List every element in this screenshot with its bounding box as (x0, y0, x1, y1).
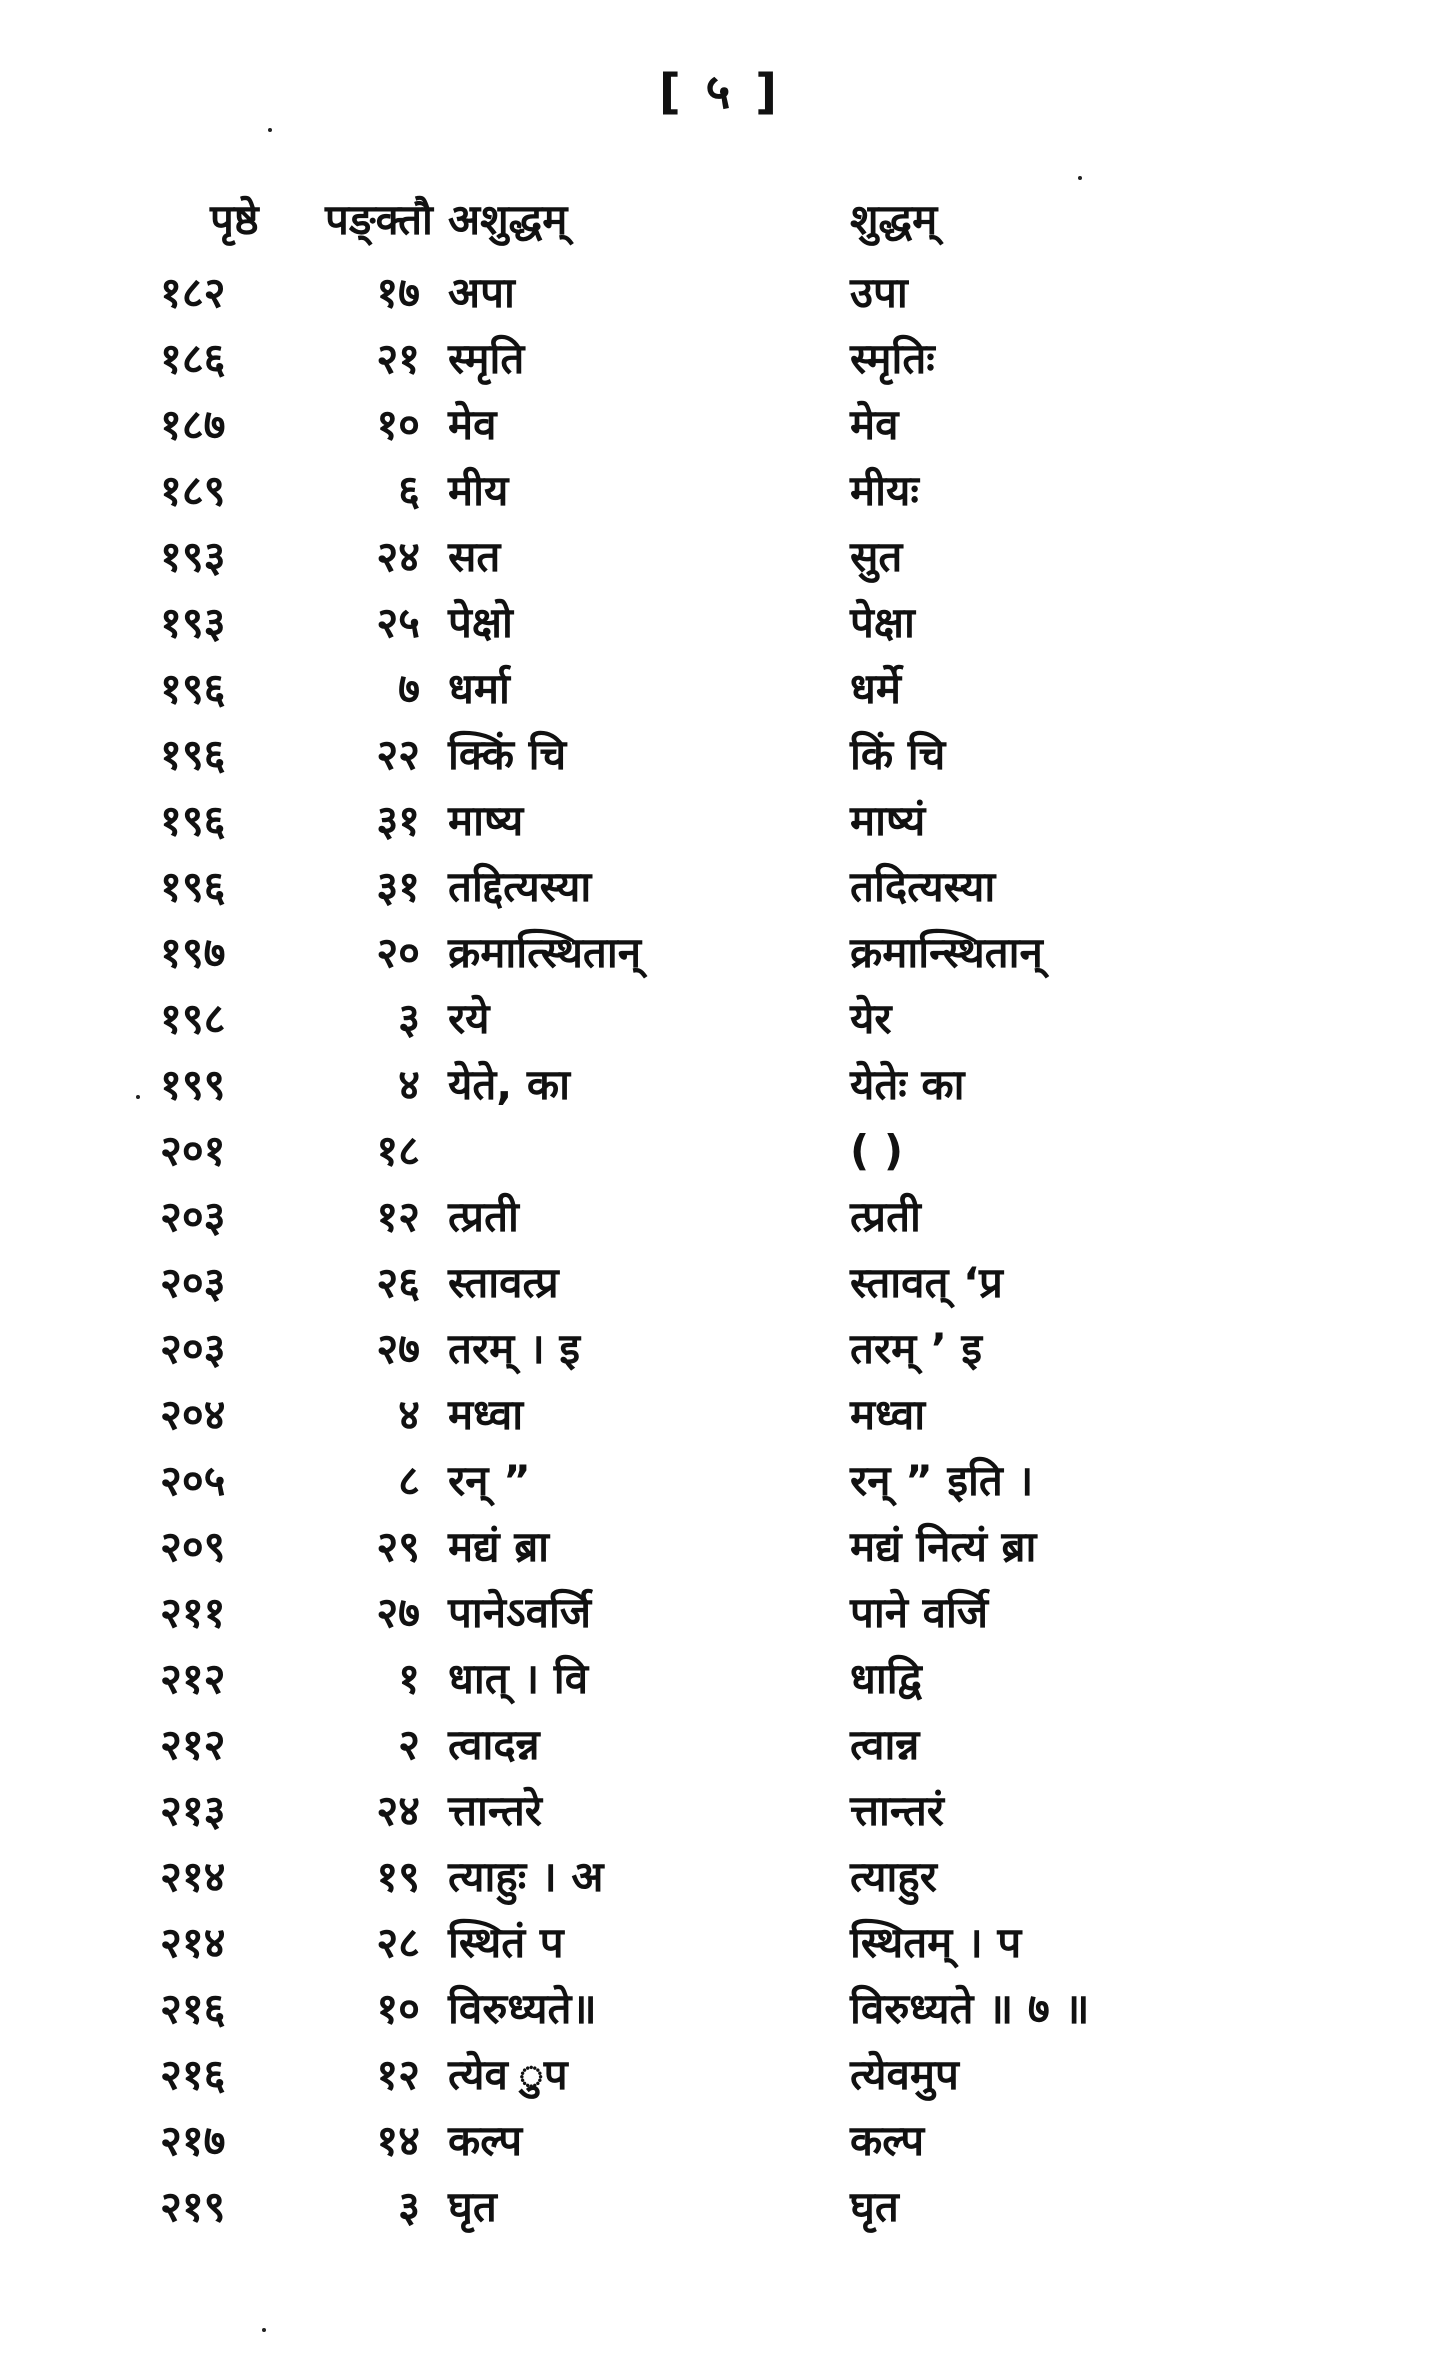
row-wrong: स्थितं प (448, 1918, 564, 1967)
row-page: २१७ (160, 2116, 226, 2165)
row-right: कल्प (850, 2116, 925, 2165)
row-page: १९६ (160, 862, 226, 911)
row-page: १९६ (160, 664, 226, 713)
errata-row (150, 788, 1150, 854)
errata-row (150, 722, 1150, 788)
errata-rows (150, 260, 1150, 2240)
row-line: २० (376, 928, 420, 977)
scan-speck (262, 2328, 266, 2332)
row-wrong: तरम् । इ (448, 1324, 581, 1373)
row-right: मध्वा (850, 1390, 926, 1439)
row-line: १४ (376, 2116, 420, 2165)
errata-row (150, 1580, 1150, 1646)
errata-row (150, 590, 1150, 656)
header-wrong: अशुद्धम् (448, 195, 568, 244)
row-wrong: विरुध्यते॥ (448, 1984, 597, 2033)
row-right: त्याहुर (850, 1852, 937, 1901)
errata-row (150, 656, 1150, 722)
row-wrong: येते, का (448, 1060, 571, 1109)
errata-row (150, 2042, 1150, 2108)
row-line: १८ (376, 1126, 420, 1175)
row-right: धाद्वि (850, 1654, 922, 1703)
row-page: २१९ (160, 2182, 226, 2231)
errata-header (150, 180, 1150, 260)
row-page: २०३ (160, 1258, 226, 1307)
errata-row (150, 1514, 1150, 1580)
row-wrong: त्वादन्न (448, 1720, 540, 1769)
row-line: १९ (376, 1852, 420, 1901)
errata-row (150, 1184, 1150, 1250)
row-line: ८ (398, 1456, 420, 1505)
row-right: तरम् ’ इ (850, 1324, 983, 1373)
row-wrong: पानेऽवर्जि (448, 1588, 592, 1637)
row-line: २४ (376, 532, 420, 581)
row-line: २२ (376, 730, 420, 779)
errata-row (150, 392, 1150, 458)
row-page: १८६ (160, 334, 226, 383)
row-line: १० (376, 400, 420, 449)
row-wrong: त्प्रती (448, 1192, 519, 1241)
row-right: उपा (850, 268, 908, 317)
row-right: रन् ” इति । (850, 1456, 1034, 1505)
row-right: मेव (850, 400, 899, 449)
row-line: १२ (376, 1192, 420, 1241)
page-number: [ ५ ] (658, 64, 782, 120)
row-wrong: अपा (448, 268, 515, 317)
row-wrong: माष्य (448, 796, 524, 845)
row-page: १८२ (160, 268, 226, 317)
row-right: तदित्यस्या (850, 862, 996, 911)
row-wrong: घृत (448, 2182, 497, 2231)
row-wrong: मेव (448, 400, 497, 449)
row-right: स्मृतिः (850, 334, 935, 383)
row-right: स्थितम् । प (850, 1918, 1022, 1967)
row-page: २०५ (160, 1456, 226, 1505)
row-wrong: मीय (448, 466, 509, 515)
row-line: ३१ (376, 862, 420, 911)
row-wrong: पेक्षो (448, 598, 513, 647)
row-line: १२ (376, 2050, 420, 2099)
row-right: त्प्रती (850, 1192, 921, 1241)
row-wrong: रन् ” (448, 1456, 531, 1505)
header-page: पृष्ठे (210, 195, 259, 244)
row-line: १ (398, 1654, 420, 1703)
header-right: शुद्धम् (850, 195, 938, 244)
errata-row (150, 920, 1150, 986)
row-wrong: स्मृति (448, 334, 525, 383)
scan-speck (268, 128, 272, 132)
errata-row (150, 1646, 1150, 1712)
errata-row (150, 2174, 1150, 2240)
row-right: धर्मे (850, 664, 901, 713)
errata-row (150, 1844, 1150, 1910)
row-right: त्वान्न (850, 1720, 920, 1769)
row-line: ३ (398, 2182, 420, 2231)
row-page: १९६ (160, 796, 226, 845)
row-wrong: त्तान्तरे (448, 1786, 542, 1835)
row-line: ४ (398, 1060, 420, 1109)
errata-row (150, 1712, 1150, 1778)
row-line: २७ (376, 1324, 420, 1373)
row-page: २११ (160, 1588, 226, 1637)
row-page: २१४ (160, 1852, 226, 1901)
scan-speck (136, 1095, 140, 1099)
row-page: २०३ (160, 1324, 226, 1373)
row-page: २१६ (160, 2050, 226, 2099)
row-wrong: क्किं चि (448, 730, 567, 779)
row-page: २१३ (160, 1786, 226, 1835)
row-right: त्येवमुप (850, 2050, 959, 2099)
row-page: १९७ (160, 928, 226, 977)
row-wrong: तद्दित्यस्या (448, 862, 592, 911)
row-wrong: धर्मा (448, 664, 510, 713)
row-wrong: धात् । वि (448, 1654, 589, 1703)
header-line: पङ्क्तौ (325, 195, 433, 244)
row-page: १८७ (160, 400, 226, 449)
errata-row (150, 1052, 1150, 1118)
row-wrong: क्रमात्स्थितान् (448, 928, 642, 977)
errata-row (150, 458, 1150, 524)
row-wrong: स्तावत्प्र (448, 1258, 559, 1307)
row-page: २०९ (160, 1522, 226, 1571)
row-page: १९३ (160, 532, 226, 581)
row-line: २९ (376, 1522, 420, 1571)
row-page: २०३ (160, 1192, 226, 1241)
errata-row (150, 1910, 1150, 1976)
row-page: २०४ (160, 1390, 226, 1439)
row-line: २५ (376, 598, 420, 647)
row-wrong: त्याहुः । अ (448, 1852, 604, 1901)
row-line: २४ (376, 1786, 420, 1835)
row-line: ३१ (376, 796, 420, 845)
row-right: स्तावत् ‘प्र (850, 1258, 1003, 1307)
errata-row (150, 1250, 1150, 1316)
row-line: ४ (398, 1390, 420, 1439)
row-page: २१४ (160, 1918, 226, 1967)
errata-row (150, 1316, 1150, 1382)
row-line: ७ (398, 664, 420, 713)
errata-row (150, 1448, 1150, 1514)
errata-row (150, 260, 1150, 326)
row-line: २८ (376, 1918, 420, 1967)
row-right: क्रमान्स्थितान् (850, 928, 1043, 977)
errata-row (150, 854, 1150, 920)
row-right: पाने वर्जि (850, 1588, 989, 1637)
row-right: त्तान्तरं (850, 1786, 944, 1835)
row-page: १९९ (160, 1060, 226, 1109)
errata-row (150, 1976, 1150, 2042)
row-page: १९८ (160, 994, 226, 1043)
row-page: १९३ (160, 598, 226, 647)
row-wrong: सत (448, 532, 501, 581)
row-wrong: रये (448, 994, 490, 1043)
row-right: विरुध्यते ॥ ७ ॥ (850, 1984, 1090, 2033)
row-wrong: मध्वा (448, 1390, 524, 1439)
errata-row (150, 986, 1150, 1052)
row-line: २ (398, 1720, 420, 1769)
row-line: ३ (398, 994, 420, 1043)
row-page: २१२ (160, 1720, 226, 1769)
row-wrong: त्येव ुप (448, 2050, 568, 2099)
row-wrong: मद्यं ब्रा (448, 1522, 550, 1571)
row-line: २७ (376, 1588, 420, 1637)
row-right: मद्यं नित्यं ब्रा (850, 1522, 1037, 1571)
scan-speck (1078, 176, 1082, 180)
row-line: २१ (376, 334, 420, 383)
row-right: येतेः का (850, 1060, 965, 1109)
errata-table (150, 180, 1150, 2240)
errata-row (150, 1382, 1150, 1448)
row-right: ( ) (850, 1126, 904, 1175)
row-page: २१२ (160, 1654, 226, 1703)
row-wrong: कल्प (448, 2116, 523, 2165)
row-line: ६ (398, 466, 420, 515)
row-right: घृत (850, 2182, 899, 2231)
errata-row (150, 2108, 1150, 2174)
row-page: २१६ (160, 1984, 226, 2033)
row-page: १९६ (160, 730, 226, 779)
row-right: मीयः (850, 466, 919, 515)
row-line: १७ (376, 268, 420, 317)
row-right: किं चि (850, 730, 946, 779)
row-line: २६ (376, 1258, 420, 1307)
errata-row (150, 524, 1150, 590)
row-page: १८९ (160, 466, 226, 515)
row-right: येर (850, 994, 892, 1043)
row-right: सुत (850, 532, 903, 581)
row-line: १० (376, 1984, 420, 2033)
row-page: २०१ (160, 1126, 226, 1175)
row-right: माष्यं (850, 796, 926, 845)
errata-row (150, 1778, 1150, 1844)
errata-row (150, 1118, 1150, 1184)
errata-row (150, 326, 1150, 392)
row-right: पेक्षा (850, 598, 915, 647)
